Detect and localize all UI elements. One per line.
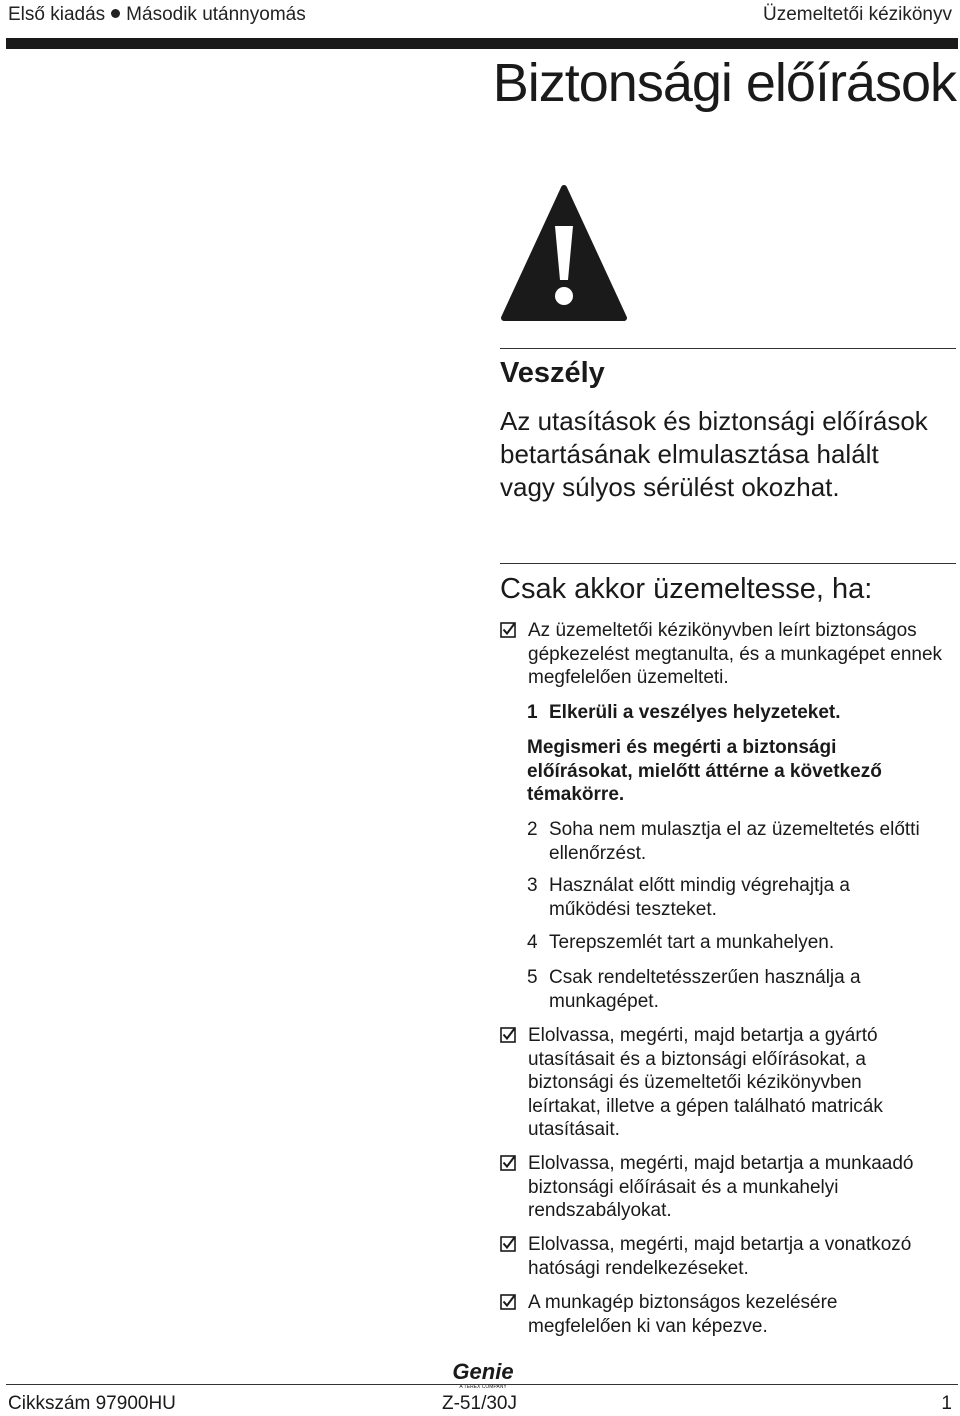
conditions-heading: Csak akkor üzemeltesse, ha:	[500, 573, 873, 605]
step-number: 3	[527, 875, 538, 896]
step-number: 1	[527, 702, 538, 723]
check-text: Elolvassa, megérti, majd betartja a munkaadó biztonsági előírásait és a munkahelyi rendszabályokat.	[528, 1153, 914, 1221]
check-text: Elolvassa, megérti, majd betartja a vonatkozó hatósági rendelkezéseket.	[528, 1234, 912, 1279]
header-divider	[6, 38, 958, 49]
check-text: A munkagép biztonságos kezelésére megfelelően ki van képezve.	[528, 1292, 838, 1337]
footer-model: Z-51/30J	[442, 1393, 517, 1414]
checkbox-checked-icon	[500, 1236, 516, 1252]
step-item	[527, 874, 929, 921]
header-manual-type: Üzemeltetői kézikönyv	[762, 4, 952, 25]
step-number: 5	[527, 967, 538, 988]
danger-heading: Veszély	[500, 357, 605, 389]
check-item	[528, 1233, 948, 1280]
footer-page-number: 1	[941, 1393, 952, 1414]
check-text: Elolvassa, megérti, majd betartja a gyártó utasításait és a biztonsági előírásokat, a biztonsági és üzemeltetői kézikönyvben leírtakat, illetve a gépen található matricák utasításait.	[528, 1025, 883, 1140]
step-number: 4	[527, 932, 538, 953]
step-text: Soha nem mulasztja el az üzemeltetés előtti ellenőrzést.	[549, 819, 920, 864]
page-title: Biztonsági előírások	[492, 53, 956, 113]
checkbox-checked-icon	[500, 1155, 516, 1171]
step-item	[527, 931, 949, 955]
footer-divider	[6, 1384, 958, 1385]
logo-text: Genie	[452, 1360, 514, 1384]
checkbox-checked-icon	[500, 1294, 516, 1310]
footer-part-number: Cikkszám 97900HU	[8, 1393, 176, 1414]
warning-triangle-icon	[500, 184, 628, 322]
step-text: Használat előtt mindig végrehajtja a működési teszteket.	[549, 875, 851, 920]
step-text: Csak rendeltetésszerűen használja a munkagépet.	[549, 967, 861, 1012]
check-text: Az üzemeltetői kézikönyvben leírt biztonságos gépkezelést megtanulta, és a munkagépet ennek megfelelően üzemelteti.	[528, 620, 943, 688]
step-number: 2	[527, 819, 538, 840]
step-item	[527, 818, 949, 865]
conditions-rule	[500, 563, 956, 564]
checkbox-checked-icon	[500, 622, 516, 638]
step-item	[527, 701, 949, 725]
edition-second: Második utánnyomás	[126, 4, 306, 25]
check-item	[528, 1024, 928, 1142]
danger-text: Az utasítások és biztonsági előírások betartásának elmulasztása halált vagy súlyos sérülést okozhat.	[500, 406, 928, 502]
edition-first: Első kiadás	[8, 4, 106, 25]
danger-rule	[500, 348, 956, 349]
check-item	[528, 1152, 948, 1223]
checkbox-checked-icon	[500, 1027, 516, 1043]
step-item	[527, 966, 929, 1013]
check-item	[528, 619, 953, 690]
bullet-icon	[111, 9, 120, 18]
genie-logo-icon	[446, 1360, 520, 1390]
note-text: Megismeri és megérti a biztonsági előírásokat, mielőtt áttérne a következő témakörre.	[527, 737, 882, 805]
logo-tagline: A TEREX COMPANY	[459, 1384, 507, 1390]
check-item	[528, 1291, 928, 1338]
header-edition	[8, 4, 306, 26]
step-text: Elkerüli a veszélyes helyzeteket.	[549, 702, 841, 723]
step-text: Terepszemlét tart a munkahelyen.	[549, 932, 835, 953]
